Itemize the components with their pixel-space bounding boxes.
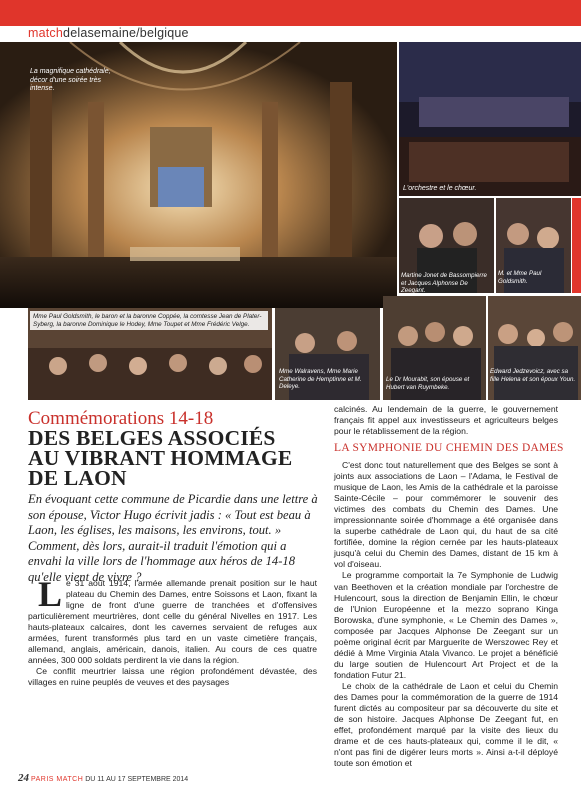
edward-photo bbox=[488, 296, 581, 400]
header-prefix: match bbox=[28, 26, 64, 40]
headline-line: DES BELGES ASSOCIÉS bbox=[28, 426, 276, 450]
edge-accent bbox=[572, 198, 581, 293]
section-subhead: LA SYMPHONIE DU CHEMIN DES DAMES bbox=[334, 442, 564, 454]
headline-line: AU VIBRANT HOMMAGE bbox=[28, 446, 293, 470]
col2-paragraph-2: Le programme comportait la 7e Symphonie de Ludwig van Beethoven et la création mondiale par l'orchestre de Hulencourt, sous la direction de Benjamin Ellin, le chœur de l'Union Européenne et la mezzo soprano Kinga Borowska, d'une symphonie, « Le Chemin des Dames », composée par Jacques Alphonse De Zeegant sur un poème original écrit par Marguerite de Werszowec Rey et dédié à Mme Virginia Atala Vivanco. Le projet a bénéficié du large soutien de Hulencourt Art Project et de la fondation Futur 21. bbox=[334, 570, 558, 680]
col2-paragraph-0: calcinés. Au lendemain de la guerre, le gouvernement français fit appel aux investisseurs et agriculteurs belges pour le rétablissement de la région. bbox=[334, 404, 558, 437]
drop-cap: L bbox=[38, 574, 63, 614]
magazine-name: PARIS MATCH bbox=[30, 776, 84, 783]
headline-line: DE LAON bbox=[28, 466, 127, 490]
orchestra-photo bbox=[399, 42, 581, 196]
col1-paragraph-1: e 31 août 1914, l'armée allemande prenait position sur le haut plateau du Chemin des Dames, entre Soissons et Laon, fixant la ligne de front d'une guerre de tranchées et d'offensives particulièrement meurtrières, dont celle du général Nivelles en 1917. Les hauts-plateaux calcaires, dont les cavernes servaient de refuges aux armées, furent transformés plus tard en un vaste cimetière français, allemand, anglais, américain, danois, italien. Au cours de ces quatre années, 300 000 soldats perdirent la vie dans la région. bbox=[28, 578, 317, 666]
walravens-caption: Mme Walravens, Mme Marie Catherine de Hemptinne et M. Deleye. bbox=[279, 368, 362, 390]
col2-paragraph-3: Le choix de la cathédrale de Laon et celui du Chemin des Dames pour la commémoration de la guerre de 1914 furent dictés au compositeur par sa découverte du site et de son histoire. Jacques Alphonse De Zeegant fut, en effet, profondément marqué par la visite des lieux du drame et de ces hauts-plateaux qui, comme il le dit, « n'ont pas fini de digérer leurs morts ». Ainsi a-t-il déployé toute son émotion et bbox=[334, 680, 558, 769]
issue-dates: DU 11 AU 17 SEPTEMBRE 2014 bbox=[85, 776, 189, 783]
col2-paragraph-1: C'est donc tout naturellement que des Belges se sont à joints aux associations de Laon – l'Adama, le Festival de musique de Laon, les Amis de la cathédrale et la paroisse Sainte-Cécile – pour commémorer le souvenir des victimes des combats du Chemin des Dames. Une impressionnante soirée d'hommage a été organisée dans la superbe cathédrale de Laon qui, du haut de sa cité fortifiée, domine la région cernée par les hauts-plateaux jusqu'à celui du Chemin des Dames, distant de 15 km à vol d'oiseau. bbox=[334, 460, 558, 570]
goldsmith-caption: M. et Mme Paul Goldsmith. bbox=[498, 270, 542, 285]
martine-caption: Martine Jonet de Bassompierre et Jacques Alphonse De Zeegant. bbox=[401, 272, 487, 294]
section-header bbox=[28, 26, 189, 42]
article-lede: En évoquant cette commune de Picardie dans une lettre à son épouse, Victor Hugo écrivit jadis : « Tout est beau à Laon, les églises, les maisons, les environs, tout. » Comment, dès lors, aurait-il traduit l'émotion qui a envahi la ville lors de l'hommage aux héros de 14-18 qu'elle vient de vivre ? bbox=[28, 492, 318, 584]
orchestra-caption: L'orchestre et le chœur. bbox=[403, 185, 477, 192]
header-section: delasemaine/belgique bbox=[63, 26, 189, 40]
column-1 bbox=[28, 574, 317, 688]
column-2 bbox=[334, 460, 558, 769]
audience-caption: Mme Paul Goldsmith, le baron et la baronne Coppée, la comtesse Jean de Plater-Syberg, la baronne Dominique le Hodey, Mme Toupet et Mme Frédéric Velge. bbox=[30, 311, 268, 330]
top-accent-bar bbox=[0, 0, 581, 26]
page-footer bbox=[18, 772, 188, 784]
cathedral-caption: La magnifique cathédrale, décor d'une soirée très intense. bbox=[30, 68, 111, 92]
column-2-top bbox=[334, 404, 558, 437]
article-headline bbox=[28, 428, 328, 488]
edward-caption: Edward Jedzevoicz, avec sa fille Helena et son époux Youn. bbox=[490, 368, 576, 383]
page-number: 24 bbox=[18, 772, 29, 784]
mourabit-caption: Le Dr Mourabit, son épouse et Hubert van Ruymbeke. bbox=[386, 376, 470, 391]
col1-paragraph-2: Ce conflit meurtrier laissa une région profondément dévastée, des villages en ruine peuplés de veuves et des paysages bbox=[28, 666, 317, 688]
article-kicker: Commémorations 14-18 bbox=[28, 408, 214, 429]
